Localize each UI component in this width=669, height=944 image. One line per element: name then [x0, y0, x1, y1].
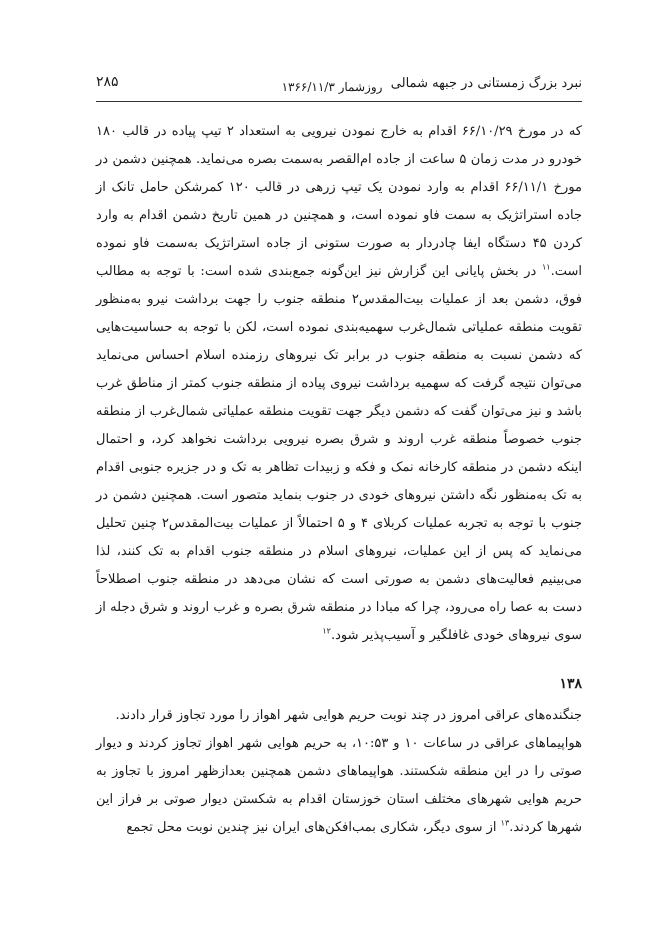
paragraph-text: در بخش پایانی این گزارش نیز این‌گونه جمع‌بندی شده است: با توجه به مطالب فوق، دشمن بعد از عملیات بیت‌المقدس۲ منطقه جنوب را جهت برداشت نیرو به‌منظور تقویت منطقه عملیاتی شمال‌غرب سهمیه‌بندی نموده است، لکن با توجه به حساسیت‌هایی که دشمن نسبت به منطقه جنوب در برابر تک نیروهای رزمنده اسلام احساس می‌نماید می‌توان نتیجه گرفت که سهمیه برداشت نیروی پیاده از منطقه جنوب کمتر از مناطق غرب باشد و نیز می‌توان گفت که دشمن دیگر جهت تقویت منطقه عملیاتی شمال‌غرب از منطقه جنوب خصوصاً منطقه غرب اروند و شرق بصره نیرویی برداشت نخواهد کرد، و احتمال اینکه دشمن در منطقه کارخانه نمک و فکه و زبیدات تظاهر به تک و در جزیره جنوبی اقدام به تک به‌منظور نگه داشتن نیروهای خودی در جنوب بنماید متصور است. همچنین دشمن در جنوب با توجه به تجربه عملیات کربلای ۴ و ۵ احتمالاً از عملیات بیت‌المقدس۲ چنین تحلیل می‌نماید که پس از این عملیات، نیروهای اسلام در منطقه جنوب اقدام به تک کنند، لذا می‌بینیم فعالیت‌های دشمن به صورتی است که نشان می‌دهد در منطقه جنوب اصطلاحاً دست به عصا راه می‌رود، چرا که مبادا در منطقه شرق بصره و غرب اروند و شرق دجله از سوی نیروهای خودی غافلگیر و آسیب‌پذیر شود. — [96, 264, 583, 643]
section-lead: جنگنده‌های عراقی امروز در چند نوبت حریم هوایی شهر اهواز را مورد تجاوز قرار دادند. — [115, 708, 582, 723]
footnote-marker: ۱۲ — [322, 626, 331, 636]
paragraph-text: که در مورخ ۶۶/۱۰/۲۹ اقدام به خارج نمودن نیرویی به استعداد ۲ تیپ پیاده در قالب ۱۸۰ خودرو در مدت زمان ۵ ساعت از جاده ام‌القصر به‌سمت بصره می‌نماید. همچنین دشمن در مورخ ۶۶/۱۱/۱ اقدام به وارد نمودن یک تیپ زرهی در قالب ۱۲۰ کمرشکن حامل تانک از جاده استراتژیک به سمت فاو نموده است، و همچنین در همین تاریخ دشمن اقدام به وارد کردن ۴۵ دستگاه ایفا چادردار به صورت ستونی از جاده استراتژیک به‌سمت فاو نموده است. — [96, 124, 583, 279]
footnote-marker: ۱۳ — [500, 818, 510, 828]
paragraph-text: از سوی دیگر، شکاری بمب‌افکن‌های ایران نیز چندین نوبت محل تجمع — [126, 820, 501, 835]
paragraph-text: هواپیماهای عراقی در ساعات ۱۰ و ۱۰:۵۳، به حریم هوایی شهر اهواز تجاوز کردند و دیوار صوتی را در این منطقه شکستند. هواپیماهای دشمن همچنین بعدازظهر امروز با تجاوز به حریم هوایی شهرهای مختلف استان خوزستان اقدام به شکستن دیوار صوتی بر فراز این شهرها کردند. — [96, 736, 582, 835]
header-rule — [96, 101, 582, 102]
paragraph-section-138 — [96, 702, 582, 842]
date-line: روزشمار ۱۳۶۶/۱۱/۳ — [281, 80, 383, 94]
footnote-marker: ۱۱ — [542, 262, 551, 272]
running-header — [96, 68, 582, 102]
paragraph-intro — [96, 118, 582, 650]
book-title: نبرد بزرگ زمستانی در جبهه شمالی — [390, 76, 582, 91]
section-number: ۱۳۸ — [559, 676, 582, 692]
page-content — [96, 118, 582, 842]
page-number: ۲۸۵ — [96, 74, 119, 90]
